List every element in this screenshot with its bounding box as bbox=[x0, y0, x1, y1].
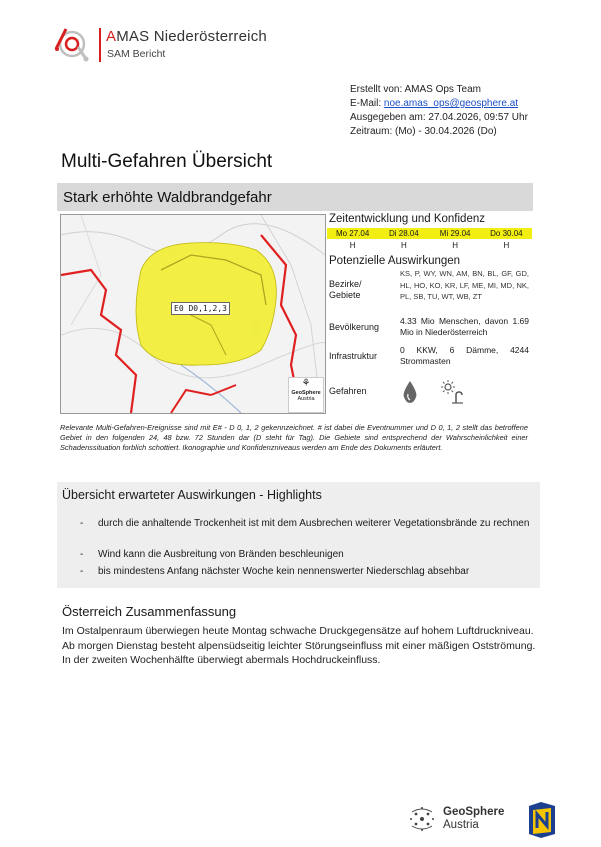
bevoelkerung-value: 4.33 Mio Menschen, davon 1.69 Mio in Niederösterreich bbox=[400, 316, 529, 337]
created-by: Erstellt von: AMAS Ops Team bbox=[350, 84, 481, 95]
issued-date: Ausgegeben am: 27.04.2026, 09:57 Uhr bbox=[350, 112, 528, 123]
email-link[interactable]: noe.amas_ops@geosphere.at bbox=[383, 98, 519, 109]
gebiete-value: KS, P, WY, WN, AM, BN, BL, GF, GD, HL, HO, KO, KR, LF, ME, MI, MD, NK, PL, SB, TU, WT, WB, ZT bbox=[400, 269, 529, 301]
timeline-days bbox=[327, 228, 532, 239]
hazard-map bbox=[60, 214, 326, 414]
page-title: Multi-Gefahren Übersicht bbox=[61, 151, 273, 172]
brand-name: AMAS Niederösterreich bbox=[106, 28, 267, 45]
noe-logo-icon bbox=[525, 800, 559, 840]
day-label: Do 30.04 bbox=[490, 229, 523, 238]
day-label: Mo 27.04 bbox=[335, 229, 370, 238]
confidence-level: H bbox=[503, 241, 510, 250]
day-label: Mi 29.04 bbox=[439, 229, 471, 238]
highlights-title: Übersicht erwarteter Auswirkungen - Highlights bbox=[62, 488, 322, 502]
report-type: SAM Bericht bbox=[107, 48, 166, 60]
event-label: E0 D0,1,2,3 bbox=[171, 302, 230, 315]
report-meta bbox=[350, 83, 528, 139]
confidence-level: H bbox=[400, 241, 407, 250]
header-divider bbox=[99, 28, 101, 62]
timeline-title: Zeitentwicklung und Konfidenz bbox=[329, 213, 485, 225]
list-item: - bis mindestens Anfang nächster Woche kein nennenswerter Niederschlag absehbar bbox=[80, 566, 470, 577]
infrastruktur-label: Infrastruktur bbox=[329, 351, 378, 361]
summary-text: Im Ostalpenraum überwiegen heute Montag schwache Druckgegensätze auf hohem Luftdruckniveau. Ab morgen Dienstag besteht alpensüdseitig leichter Störungseinfluss mit einer mäßigen Ostströmung. In der zweiten Wochenhälfte überwiegt abermals Hochdruckeinfluss. bbox=[62, 625, 536, 666]
map-logo-icon: ⚘ bbox=[301, 378, 311, 389]
email-line: E-Mail: noe.amas_ops@geosphere.at bbox=[350, 98, 519, 109]
sun-heat-icon bbox=[440, 379, 464, 405]
amas-logo-icon bbox=[52, 25, 92, 63]
confidence-level: H bbox=[452, 241, 459, 250]
footer-brand: GeoSphere Austria bbox=[443, 806, 505, 831]
list-item: - durch die anhaltende Trockenheit ist mit dem Ausbrechen weiterer Vegetationsbrände zu rechnen bbox=[80, 518, 530, 529]
map-caption: Relevante Multi-Gefahren-Ereignisse sind mit E# - D 0, 1, 2 gekennzeichnet. # ist dabei die Eventnummer und D 0, 1, 2 stellt das betroffene Gebiet in den folgenden 24, 48 bzw. 72 Stunden dar (D steht für Tag). Die Gebiete sind entsprechend der Wahrscheinlichkeit einer Schadenssituation forblich schottiert. Ikonographie und Konfidenzniveaus werden am Ende des Dokuments erläutert. bbox=[60, 423, 528, 452]
gefahren-label: Gefahren bbox=[329, 386, 367, 396]
summary-title: Österreich Zusammenfassung bbox=[62, 604, 237, 619]
bevoelkerung-label: Bevölkerung bbox=[329, 322, 380, 332]
period: Zeitraum: (Mo) - 30.04.2026 (Do) bbox=[350, 126, 497, 137]
confidence-level: H bbox=[349, 241, 356, 250]
gebiete-label: Bezirke/ Gebiete bbox=[329, 279, 362, 300]
section-title: Stark erhöhte Waldbrandgefahr bbox=[63, 189, 272, 206]
geosphere-logo-icon bbox=[407, 804, 437, 834]
day-label: Di 28.04 bbox=[388, 229, 419, 238]
confidence-levels bbox=[327, 241, 532, 250]
drop-icon bbox=[400, 379, 420, 405]
impacts-title: Potenzielle Auswirkungen bbox=[329, 255, 461, 267]
infrastruktur-value: 0 KKW, 6 Dämme, 4244 Strommasten bbox=[400, 345, 529, 366]
list-item: - Wind kann die Ausbreitung von Bränden beschleunigen bbox=[80, 549, 344, 560]
map-geosphere-logo: ⚘ GeoSphere Austria bbox=[288, 377, 324, 413]
